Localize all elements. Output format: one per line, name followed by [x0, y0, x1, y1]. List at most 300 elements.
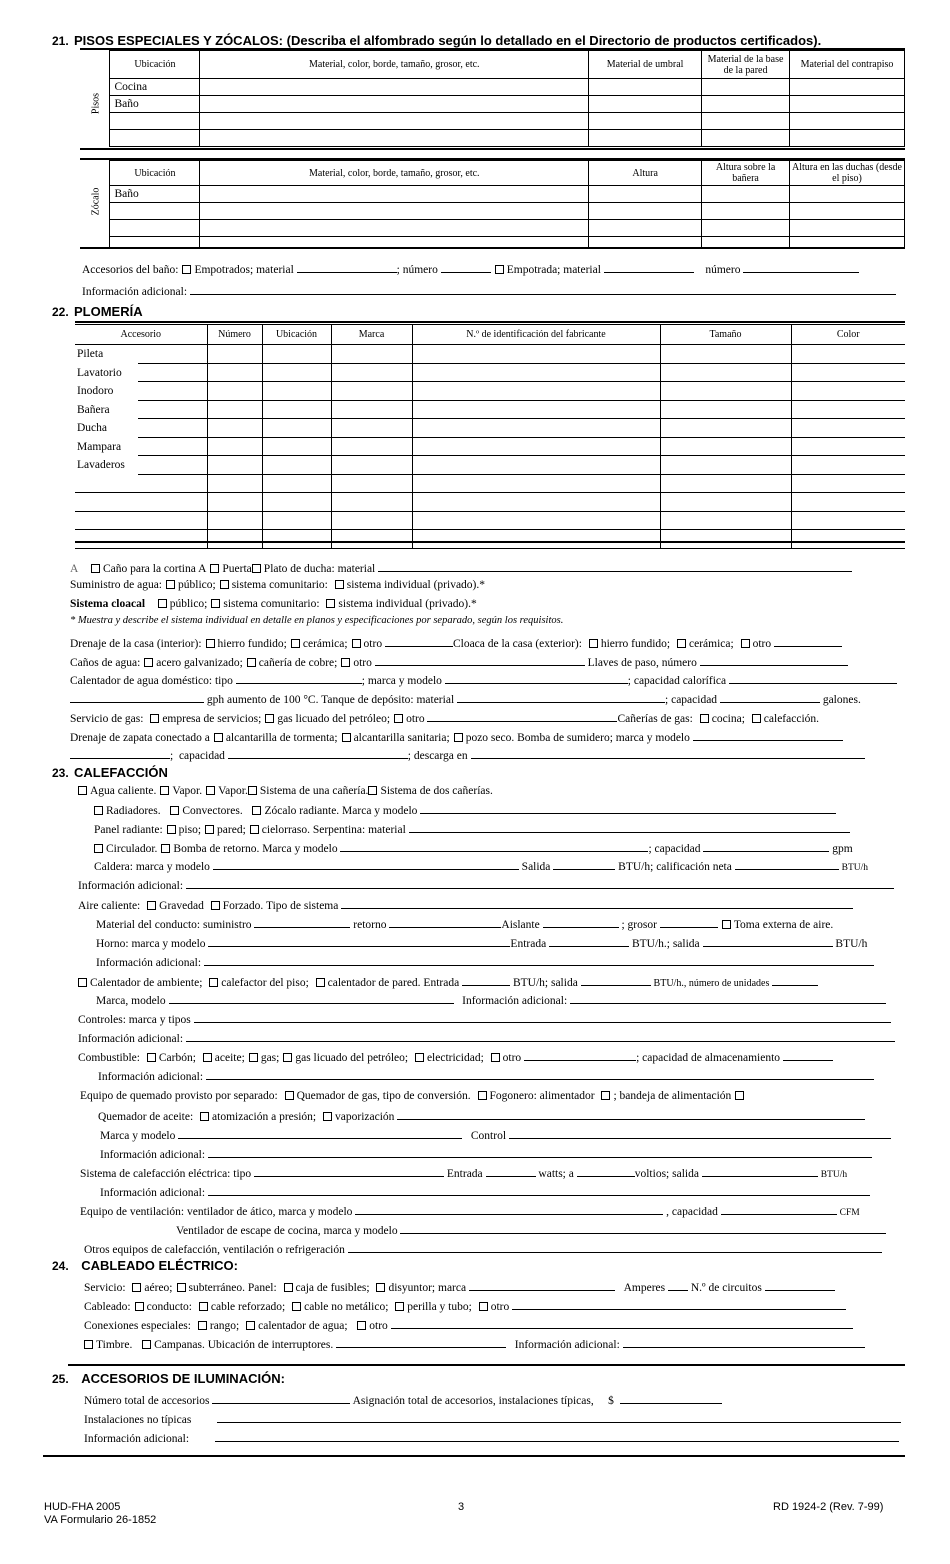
checkbox[interactable]: [284, 1283, 293, 1292]
field-line[interactable]: [577, 1165, 635, 1177]
label: BTU/h., número de unidades: [653, 978, 770, 989]
heat-line-25: [84, 1241, 882, 1257]
checkbox[interactable]: [209, 978, 218, 987]
checkbox[interactable]: [160, 786, 169, 795]
checkbox[interactable]: [135, 1302, 144, 1311]
label: Empotrada; material: [506, 264, 601, 276]
label: ; número: [396, 264, 438, 276]
field-line[interactable]: [206, 1068, 874, 1080]
checkbox[interactable]: [147, 1053, 156, 1062]
checkbox[interactable]: [246, 1321, 255, 1330]
field-line[interactable]: [743, 261, 859, 273]
label: voltios; salida: [634, 1168, 699, 1180]
label: ; marca y modelo: [361, 675, 442, 687]
field-line[interactable]: [190, 283, 896, 295]
checkbox[interactable]: [247, 658, 256, 667]
field-line[interactable]: [720, 691, 820, 703]
table-cell[interactable]: [702, 96, 790, 113]
field-line[interactable]: [186, 1030, 895, 1042]
field-line[interactable]: [570, 992, 886, 1004]
section-title: CALEFACCIÓN: [74, 765, 168, 780]
field-line[interactable]: [208, 1184, 870, 1196]
field-line[interactable]: [703, 840, 829, 852]
plumbing-row: [75, 364, 905, 383]
field-line[interactable]: [765, 1279, 835, 1291]
table-cell[interactable]: [589, 203, 702, 220]
field-line[interactable]: [385, 635, 453, 647]
checkbox[interactable]: [182, 265, 191, 274]
column-divider: [207, 530, 208, 549]
column-divider: [660, 512, 661, 531]
field-line[interactable]: [228, 747, 408, 759]
field-line[interactable]: [212, 1392, 350, 1404]
field-line[interactable]: [549, 935, 629, 947]
table-cell[interactable]: [702, 130, 790, 147]
field-line[interactable]: [445, 672, 628, 684]
checkbox[interactable]: [248, 786, 257, 795]
field-line[interactable]: [774, 635, 842, 647]
label: sistema individual (privado).*: [338, 598, 477, 610]
table-cell[interactable]: [589, 130, 702, 147]
heat-line-21: [80, 1165, 847, 1182]
label: calificación neta: [656, 861, 732, 873]
zocalo-header: Ubicación: [110, 161, 200, 186]
field-line[interactable]: [75, 548, 905, 549]
checkbox[interactable]: [200, 1112, 209, 1121]
checkbox[interactable]: [265, 714, 274, 723]
field-line[interactable]: [341, 897, 853, 909]
table-cell[interactable]: [790, 220, 905, 237]
plumbing-row: [75, 419, 905, 438]
heat-line-19: [100, 1127, 891, 1143]
elec-line-4: [84, 1336, 865, 1352]
label: otro: [353, 657, 372, 669]
field-line[interactable]: [620, 1392, 722, 1404]
footer-left: [44, 1501, 156, 1527]
checkbox[interactable]: [342, 733, 351, 742]
checkbox[interactable]: [491, 1053, 500, 1062]
field-line[interactable]: [215, 1430, 899, 1442]
label: Sistema de una cañería.: [259, 785, 369, 797]
checkbox[interactable]: [211, 901, 220, 910]
divider: [43, 1455, 905, 1457]
field-line[interactable]: [409, 821, 850, 833]
checkbox[interactable]: [752, 714, 761, 723]
plumbing-row: [75, 456, 905, 475]
checkbox[interactable]: [395, 1302, 404, 1311]
label: disyuntor; marca: [388, 1282, 467, 1294]
column-divider: [262, 438, 263, 457]
field-line[interactable]: [397, 1108, 865, 1120]
field-line[interactable]: [604, 261, 694, 273]
field-line[interactable]: [702, 1165, 818, 1177]
checkbox[interactable]: [250, 825, 259, 834]
table-cell[interactable]: [702, 186, 790, 203]
checkbox[interactable]: [479, 1302, 488, 1311]
heat-line-23: [80, 1203, 860, 1220]
field-line[interactable]: [660, 916, 718, 928]
table-cell[interactable]: [200, 130, 589, 147]
field-line[interactable]: [783, 1049, 833, 1061]
label: número: [705, 264, 741, 276]
field-line[interactable]: [178, 1127, 462, 1139]
table-cell[interactable]: [702, 220, 790, 237]
column-divider: [412, 530, 413, 549]
label: Empotrados; material: [194, 264, 294, 276]
table-cell[interactable]: [200, 113, 589, 130]
label: calentador de agua;: [258, 1320, 348, 1332]
checkbox[interactable]: [677, 639, 686, 648]
column-divider: [412, 456, 413, 475]
field-line[interactable]: [700, 654, 848, 666]
checkbox[interactable]: [283, 1053, 292, 1062]
field-line[interactable]: [457, 691, 665, 703]
field-line[interactable]: [512, 1298, 846, 1310]
checkbox[interactable]: [166, 580, 175, 589]
plumbing-header: Color: [791, 325, 905, 345]
pisos-header: Ubicación: [110, 51, 200, 79]
column-divider: [791, 475, 792, 494]
checkbox[interactable]: [220, 580, 229, 589]
column-divider: [412, 438, 413, 457]
table-cell[interactable]: [790, 79, 905, 96]
field-line[interactable]: [70, 691, 204, 703]
checkbox[interactable]: [161, 844, 170, 853]
field-line[interactable]: [204, 954, 874, 966]
field-line[interactable]: [703, 935, 833, 947]
table-cell[interactable]: [200, 96, 589, 113]
field-line[interactable]: [553, 858, 615, 870]
checkbox[interactable]: [415, 1053, 424, 1062]
checkbox[interactable]: [142, 1340, 151, 1349]
checkbox[interactable]: [252, 806, 261, 815]
heat-line-3: [94, 821, 850, 837]
label: salida: [550, 977, 578, 989]
label: otro: [752, 638, 772, 650]
label: Marca y modelo: [100, 1130, 176, 1142]
field-line[interactable]: [194, 1011, 891, 1023]
zocalo-header: Material, color, borde, tamaño, grosor, etc.: [200, 161, 589, 186]
checkbox[interactable]: [78, 978, 87, 987]
checkbox[interactable]: [214, 733, 223, 742]
checkbox[interactable]: [394, 714, 403, 723]
column-divider: [207, 438, 208, 457]
column-divider: [331, 475, 332, 494]
table-cell[interactable]: [790, 96, 905, 113]
column-divider: [791, 530, 792, 549]
label: otro: [490, 1301, 510, 1313]
label: Equipo de quemado provisto por separado:: [80, 1090, 278, 1102]
checkbox[interactable]: [292, 1302, 301, 1311]
heat-line-20: [100, 1146, 872, 1162]
table-cell[interactable]: [589, 96, 702, 113]
column-divider: [660, 438, 661, 457]
checkbox[interactable]: [368, 786, 377, 795]
label: subterráneo. Panel:: [188, 1282, 277, 1294]
checkbox[interactable]: [210, 564, 219, 573]
label: Entrada: [510, 938, 547, 950]
heat-line-7: [78, 897, 853, 913]
checkbox[interactable]: [735, 1091, 744, 1100]
heat-line-16: [98, 1068, 874, 1084]
checkbox[interactable]: [316, 978, 325, 987]
checkbox[interactable]: [94, 844, 103, 853]
table-cell[interactable]: [702, 79, 790, 96]
footer-va-form: VA Formulario 26-1852: [44, 1514, 157, 1526]
field-line[interactable]: [581, 974, 651, 986]
field-line[interactable]: [486, 1165, 536, 1177]
zocalo-table: [80, 160, 905, 249]
checkbox[interactable]: [177, 1283, 186, 1292]
column-divider: [262, 493, 263, 512]
checkbox[interactable]: [150, 714, 159, 723]
label: Información adicional:: [462, 995, 568, 1007]
checkbox[interactable]: [199, 1302, 208, 1311]
checkbox[interactable]: [203, 1053, 212, 1062]
field-line[interactable]: [735, 858, 839, 870]
field-line[interactable]: [236, 672, 362, 684]
checkbox[interactable]: [335, 580, 344, 589]
label: cable no metálico;: [304, 1301, 389, 1313]
field-line[interactable]: [297, 261, 397, 273]
column-divider: [660, 364, 661, 383]
label: CFM: [839, 1208, 860, 1218]
field-line[interactable]: [668, 1279, 688, 1291]
checkbox[interactable]: [478, 1091, 487, 1100]
plumb-line-4: [70, 635, 842, 651]
plumbing-row-label: Bañera: [77, 403, 110, 416]
table-cell[interactable]: [790, 130, 905, 147]
label: Amperes: [623, 1282, 666, 1294]
checkbox[interactable]: [94, 806, 103, 815]
label: Caño para la cortina A: [102, 563, 207, 575]
label: Material del conducto: suministro: [96, 919, 252, 931]
label: alcantarilla sanitaria;: [353, 732, 450, 744]
table-cell[interactable]: [790, 186, 905, 203]
checkbox[interactable]: [341, 658, 350, 667]
column-divider: [660, 419, 661, 438]
column-divider: [791, 456, 792, 475]
label: Control: [470, 1130, 507, 1142]
section-number: 25.: [52, 1372, 69, 1386]
checkbox[interactable]: [252, 564, 261, 573]
checkbox[interactable]: [601, 1091, 610, 1100]
plumb-line-1: [70, 560, 852, 576]
field-line[interactable]: [254, 1165, 444, 1177]
label: Panel radiante:: [94, 824, 163, 836]
field-line[interactable]: [186, 877, 894, 889]
field-line[interactable]: [348, 1241, 882, 1253]
label: Circulador.: [106, 843, 158, 855]
column-divider: [207, 419, 208, 438]
field-line[interactable]: [375, 654, 585, 666]
checkbox[interactable]: [84, 1340, 93, 1349]
table-cell[interactable]: [702, 203, 790, 220]
table-cell[interactable]: [200, 203, 589, 220]
label: alcantarilla de tormenta;: [225, 732, 338, 744]
table-cell[interactable]: [200, 186, 589, 203]
section-number: 21.: [52, 34, 69, 48]
pisos-header: Material de umbral: [589, 51, 702, 79]
plumbing-row: [75, 401, 905, 420]
label: Entrada: [446, 1168, 483, 1180]
label: gas licuado del petróleo;: [277, 713, 391, 725]
checkbox[interactable]: [323, 1112, 332, 1121]
heat-line-1: [78, 784, 493, 798]
checkbox[interactable]: [144, 658, 153, 667]
label: caja de fusibles;: [295, 1282, 370, 1294]
plumbing-row: [75, 475, 905, 494]
column-divider: [412, 419, 413, 438]
checkbox[interactable]: [170, 806, 179, 815]
column-divider: [412, 512, 413, 531]
column-divider: [331, 401, 332, 420]
table-cell[interactable]: [589, 220, 702, 237]
label: electricidad;: [426, 1052, 484, 1064]
checkbox[interactable]: [91, 564, 100, 573]
label: Vapor.: [172, 785, 203, 797]
column-divider: [791, 382, 792, 401]
table-cell[interactable]: [200, 79, 589, 96]
column-divider: [262, 382, 263, 401]
field-line[interactable]: [391, 1317, 853, 1329]
table-cell[interactable]: [589, 186, 702, 203]
column-divider: [262, 456, 263, 475]
label: Plato de ducha: material: [263, 563, 376, 575]
plumbing-row: [75, 530, 905, 549]
checkbox[interactable]: [291, 639, 300, 648]
field-line[interactable]: [441, 261, 491, 273]
field-line[interactable]: [524, 1049, 636, 1061]
checkbox[interactable]: [495, 265, 504, 274]
field-line[interactable]: [693, 729, 843, 741]
label: Cableado:: [84, 1301, 131, 1313]
zocalo-header: Altura en las duchas (desde el piso): [790, 161, 905, 186]
checkbox[interactable]: [78, 786, 87, 795]
label: Toma externa de aire.: [733, 919, 834, 931]
label: Carbón;: [158, 1052, 196, 1064]
checkbox[interactable]: [167, 825, 176, 834]
field-line[interactable]: [340, 840, 648, 852]
label: pared;: [217, 824, 246, 836]
label: calefacción.: [763, 713, 820, 725]
pisos-header: Material del contrapiso: [790, 51, 905, 79]
label: empresa de servicios;: [162, 713, 262, 725]
checkbox[interactable]: [357, 1321, 366, 1330]
checkbox[interactable]: [285, 1091, 294, 1100]
plumb-line-7: [70, 691, 861, 707]
zocalo-header: Altura sobre la bañera: [702, 161, 790, 186]
field-line[interactable]: [427, 710, 617, 722]
checkbox[interactable]: [132, 1283, 141, 1292]
checkbox[interactable]: [722, 920, 731, 929]
pisos-side-label: Pisos: [90, 92, 102, 115]
plumb-line-2: [70, 578, 485, 592]
label: Cloaca de la casa (exterior):: [452, 638, 582, 650]
table-cell[interactable]: [702, 113, 790, 130]
field-line[interactable]: [169, 992, 454, 1004]
table-cell[interactable]: [790, 203, 905, 220]
label: piso;: [178, 824, 202, 836]
checkbox[interactable]: [205, 825, 214, 834]
label: Asignación total de accesorios, instalaciones típicas,: [352, 1395, 594, 1407]
field-line[interactable]: [462, 974, 510, 986]
field-line[interactable]: [378, 560, 852, 572]
section-24-title: [52, 1258, 238, 1273]
table-cell[interactable]: [790, 113, 905, 130]
label: Bomba de retorno. Marca y modelo: [173, 843, 338, 855]
table-cell[interactable]: [589, 79, 702, 96]
checkbox[interactable]: [158, 599, 167, 608]
field-line[interactable]: [721, 1203, 837, 1215]
checkbox[interactable]: [206, 639, 215, 648]
field-line[interactable]: [336, 1336, 506, 1348]
table-cell[interactable]: [200, 220, 589, 237]
field-line[interactable]: [729, 672, 897, 684]
label: hierro fundido;: [600, 638, 671, 650]
label: Aire caliente:: [78, 900, 141, 912]
checkbox[interactable]: [198, 1321, 207, 1330]
checkbox[interactable]: [700, 714, 709, 723]
label: ;: [170, 750, 174, 762]
column-divider: [412, 475, 413, 494]
column-divider: [262, 364, 263, 383]
checkbox[interactable]: [326, 599, 335, 608]
label: vaporización: [335, 1111, 395, 1123]
divider: [80, 247, 905, 249]
field-line[interactable]: [543, 916, 619, 928]
field-line[interactable]: [70, 747, 170, 759]
field-line[interactable]: [254, 916, 350, 928]
label: Drenaje de zapata conectado a: [70, 732, 210, 744]
field-line[interactable]: [213, 858, 519, 870]
field-line[interactable]: [469, 1279, 615, 1291]
field-line[interactable]: [772, 974, 818, 986]
field-line[interactable]: [420, 802, 836, 814]
checkbox[interactable]: [211, 599, 220, 608]
label: Combustible:: [78, 1052, 140, 1064]
checkbox[interactable]: [352, 639, 361, 648]
field-line[interactable]: [208, 1146, 872, 1158]
label: N.º de circuitos: [690, 1282, 762, 1294]
checkbox[interactable]: [249, 1053, 258, 1062]
plumbing-row: [75, 382, 905, 401]
checkbox[interactable]: [454, 733, 463, 742]
field-line[interactable]: [509, 1127, 891, 1139]
field-line[interactable]: [389, 916, 501, 928]
field-line[interactable]: [471, 747, 865, 759]
column-divider: [207, 401, 208, 420]
elec-line-1: [84, 1279, 835, 1295]
checkbox[interactable]: [147, 901, 156, 910]
table-cell[interactable]: [589, 113, 702, 130]
field-line[interactable]: [400, 1222, 886, 1234]
checkbox[interactable]: [206, 786, 215, 795]
label: BTU/h: [820, 1170, 848, 1180]
checkbox[interactable]: [589, 639, 598, 648]
label: Equipo de ventilación: ventilador de ático, marca y modelo: [80, 1206, 353, 1218]
label: Drenaje de la casa (interior):: [70, 638, 202, 650]
checkbox[interactable]: [741, 639, 750, 648]
field-line[interactable]: [355, 1203, 663, 1215]
column-divider: [660, 382, 661, 401]
checkbox[interactable]: [376, 1283, 385, 1292]
field-line[interactable]: [208, 935, 510, 947]
field-line[interactable]: [217, 1411, 901, 1423]
field-line[interactable]: [623, 1336, 865, 1348]
label: Campanas. Ubicación de interruptores.: [154, 1339, 334, 1351]
plumbing-table: [75, 324, 905, 345]
